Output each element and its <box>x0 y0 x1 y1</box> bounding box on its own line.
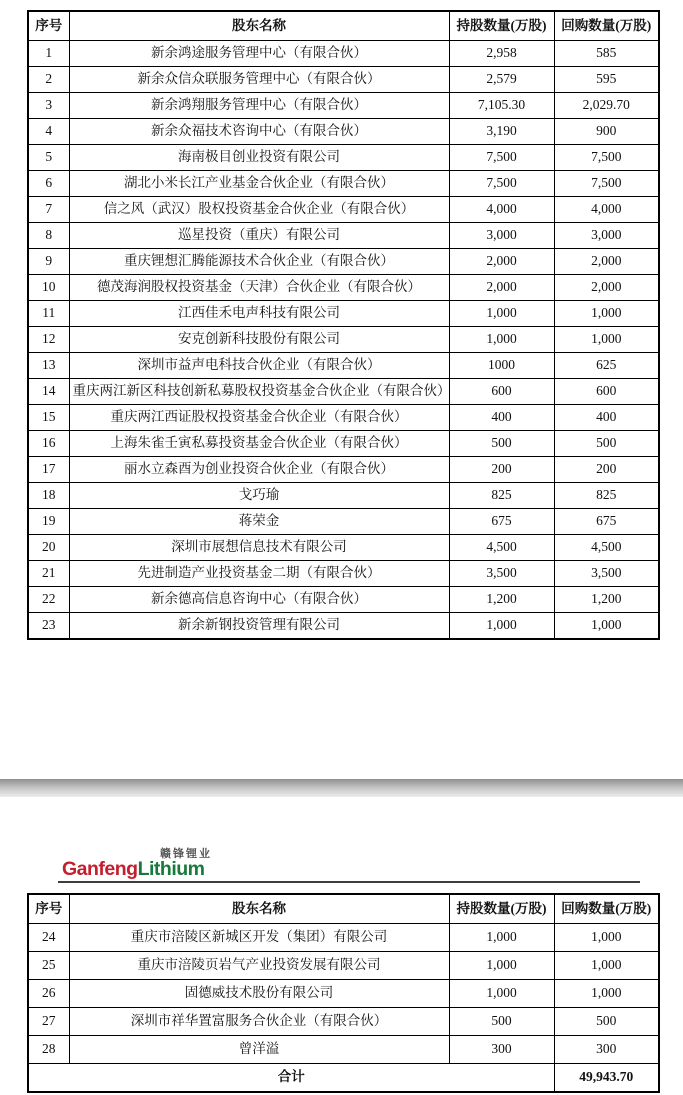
shareholder-name: 新余众信众联服务管理中心（有限合伙） <box>69 67 449 93</box>
shareholder-name: 江西佳禾电声科技有限公司 <box>69 301 449 327</box>
total-label: 合计 <box>28 1064 554 1093</box>
shareholder-name: 重庆锂想汇腾能源技术合伙企业（有限合伙） <box>69 249 449 275</box>
repurchase-shares: 900 <box>554 119 659 145</box>
logo-lithium-text: Lithium <box>137 858 205 881</box>
row-index: 8 <box>28 223 69 249</box>
table-row <box>28 405 659 431</box>
table-row <box>28 1036 659 1064</box>
row-index: 18 <box>28 483 69 509</box>
table-header-row <box>28 11 659 41</box>
held-shares: 600 <box>449 379 554 405</box>
held-shares: 3,000 <box>449 223 554 249</box>
held-shares: 1,000 <box>449 301 554 327</box>
shareholder-name: 蒋荣金 <box>69 509 449 535</box>
shareholder-name: 湖北小米长江产业基金合伙企业（有限合伙） <box>69 171 449 197</box>
total-value: 49,943.70 <box>554 1064 659 1093</box>
col-header-repurchase-shares: 回购数量(万股) <box>554 11 659 41</box>
repurchase-shares: 7,500 <box>554 171 659 197</box>
shareholder-name: 新余新钢投资管理有限公司 <box>69 613 449 640</box>
repurchase-shares: 585 <box>554 41 659 67</box>
table-row <box>28 379 659 405</box>
repurchase-shares: 1,000 <box>554 301 659 327</box>
held-shares: 3,500 <box>449 561 554 587</box>
held-shares: 500 <box>449 1008 554 1036</box>
held-shares: 400 <box>449 405 554 431</box>
col-header-shareholder-name: 股东名称 <box>69 894 449 924</box>
shareholder-name: 重庆两江新区科技创新私募股权投资基金合伙企业（有限合伙） <box>69 379 449 405</box>
table-row <box>28 197 659 223</box>
table-row <box>28 980 659 1008</box>
shareholder-name: 海南极目创业投资有限公司 <box>69 145 449 171</box>
shareholder-name: 曾洋溢 <box>69 1036 449 1064</box>
company-logo <box>62 848 214 880</box>
held-shares: 1,000 <box>449 613 554 640</box>
table-row <box>28 301 659 327</box>
held-shares: 1,000 <box>449 952 554 980</box>
row-index: 2 <box>28 67 69 93</box>
logo-chinese-text: 赣锋锂业 <box>160 848 212 860</box>
table-row <box>28 509 659 535</box>
table-row <box>28 171 659 197</box>
row-index: 7 <box>28 197 69 223</box>
held-shares: 500 <box>449 431 554 457</box>
col-header-index: 序号 <box>28 11 69 41</box>
repurchase-shares: 1,000 <box>554 613 659 640</box>
row-index: 21 <box>28 561 69 587</box>
shareholder-table-page2 <box>27 893 660 1093</box>
row-index: 13 <box>28 353 69 379</box>
table-row <box>28 483 659 509</box>
shareholder-name: 丽水立森酉为创业投资合伙企业（有限合伙） <box>69 457 449 483</box>
shareholder-name: 新余鸿翔服务管理中心（有限合伙） <box>69 93 449 119</box>
row-index: 10 <box>28 275 69 301</box>
shareholder-name: 上海朱雀壬寅私募投资基金合伙企业（有限合伙） <box>69 431 449 457</box>
table-row <box>28 223 659 249</box>
held-shares: 825 <box>449 483 554 509</box>
held-shares: 7,500 <box>449 171 554 197</box>
table-row <box>28 561 659 587</box>
repurchase-shares: 7,500 <box>554 145 659 171</box>
shareholder-name: 重庆两江西证股权投资基金合伙企业（有限合伙） <box>69 405 449 431</box>
shareholder-name: 戈巧瑜 <box>69 483 449 509</box>
row-index: 20 <box>28 535 69 561</box>
table-row <box>28 327 659 353</box>
table-row <box>28 93 659 119</box>
logo-ganfeng-text: Ganfeng <box>62 858 138 881</box>
repurchase-shares: 500 <box>554 431 659 457</box>
table-row <box>28 924 659 952</box>
repurchase-shares: 400 <box>554 405 659 431</box>
shareholder-name: 先进制造产业投资基金二期（有限合伙） <box>69 561 449 587</box>
held-shares: 1,000 <box>449 924 554 952</box>
table-row <box>28 145 659 171</box>
row-index: 27 <box>28 1008 69 1036</box>
held-shares: 2,000 <box>449 249 554 275</box>
repurchase-shares: 1,200 <box>554 587 659 613</box>
row-index: 6 <box>28 171 69 197</box>
shareholder-name: 深圳市祥华置富服务合伙企业（有限合伙） <box>69 1008 449 1036</box>
row-index: 11 <box>28 301 69 327</box>
held-shares: 1,200 <box>449 587 554 613</box>
shareholder-name: 固德威技术股份有限公司 <box>69 980 449 1008</box>
held-shares: 1000 <box>449 353 554 379</box>
held-shares: 7,105.30 <box>449 93 554 119</box>
shareholder-name: 深圳市展想信息技术有限公司 <box>69 535 449 561</box>
shareholder-name: 新余鸿途服务管理中心（有限合伙） <box>69 41 449 67</box>
row-index: 17 <box>28 457 69 483</box>
row-index: 23 <box>28 613 69 640</box>
repurchase-shares: 200 <box>554 457 659 483</box>
logo-english-text <box>62 860 214 880</box>
held-shares: 2,579 <box>449 67 554 93</box>
held-shares: 300 <box>449 1036 554 1064</box>
shareholder-name: 新余德高信息咨询中心（有限合伙） <box>69 587 449 613</box>
held-shares: 675 <box>449 509 554 535</box>
table-row <box>28 1008 659 1036</box>
repurchase-shares: 1,000 <box>554 327 659 353</box>
shareholder-table-page1 <box>27 10 660 640</box>
table-row <box>28 952 659 980</box>
table-row <box>28 535 659 561</box>
held-shares: 2,000 <box>449 275 554 301</box>
repurchase-shares: 4,000 <box>554 197 659 223</box>
row-index: 28 <box>28 1036 69 1064</box>
row-index: 14 <box>28 379 69 405</box>
repurchase-shares: 2,029.70 <box>554 93 659 119</box>
repurchase-shares: 2,000 <box>554 275 659 301</box>
col-header-held-shares: 持股数量(万股) <box>449 894 554 924</box>
table-row <box>28 119 659 145</box>
row-index: 5 <box>28 145 69 171</box>
row-index: 16 <box>28 431 69 457</box>
row-index: 15 <box>28 405 69 431</box>
row-index: 1 <box>28 41 69 67</box>
row-index: 22 <box>28 587 69 613</box>
repurchase-shares: 1,000 <box>554 980 659 1008</box>
row-index: 24 <box>28 924 69 952</box>
table-row <box>28 249 659 275</box>
row-index: 9 <box>28 249 69 275</box>
repurchase-shares: 600 <box>554 379 659 405</box>
row-index: 12 <box>28 327 69 353</box>
held-shares: 200 <box>449 457 554 483</box>
repurchase-shares: 3,000 <box>554 223 659 249</box>
table-row <box>28 457 659 483</box>
table-row <box>28 587 659 613</box>
total-row <box>28 1064 659 1093</box>
shareholder-name: 巡星投资（重庆）有限公司 <box>69 223 449 249</box>
repurchase-shares: 675 <box>554 509 659 535</box>
held-shares: 1,000 <box>449 980 554 1008</box>
table-row <box>28 275 659 301</box>
held-shares: 7,500 <box>449 145 554 171</box>
repurchase-shares: 2,000 <box>554 249 659 275</box>
repurchase-shares: 500 <box>554 1008 659 1036</box>
row-index: 4 <box>28 119 69 145</box>
shareholder-name: 信之风（武汉）股权投资基金合伙企业（有限合伙） <box>69 197 449 223</box>
row-index: 19 <box>28 509 69 535</box>
repurchase-shares: 300 <box>554 1036 659 1064</box>
table-header-row <box>28 894 659 924</box>
held-shares: 2,958 <box>449 41 554 67</box>
shareholder-name: 重庆市涪陵页岩气产业投资发展有限公司 <box>69 952 449 980</box>
repurchase-shares: 825 <box>554 483 659 509</box>
held-shares: 4,000 <box>449 197 554 223</box>
row-index: 26 <box>28 980 69 1008</box>
held-shares: 4,500 <box>449 535 554 561</box>
held-shares: 3,190 <box>449 119 554 145</box>
col-header-shareholder-name: 股东名称 <box>69 11 449 41</box>
repurchase-shares: 1,000 <box>554 952 659 980</box>
shareholder-name: 重庆市涪陵区新城区开发（集团）有限公司 <box>69 924 449 952</box>
held-shares: 1,000 <box>449 327 554 353</box>
col-header-index: 序号 <box>28 894 69 924</box>
shareholder-name: 深圳市益声电科技合伙企业（有限合伙） <box>69 353 449 379</box>
table-row <box>28 67 659 93</box>
page-break-divider <box>0 779 683 797</box>
repurchase-shares: 4,500 <box>554 535 659 561</box>
repurchase-shares: 625 <box>554 353 659 379</box>
row-index: 25 <box>28 952 69 980</box>
shareholder-name: 德茂海润股权投资基金（天津）合伙企业（有限合伙） <box>69 275 449 301</box>
repurchase-shares: 595 <box>554 67 659 93</box>
table-row <box>28 41 659 67</box>
col-header-repurchase-shares: 回购数量(万股) <box>554 894 659 924</box>
table-row <box>28 353 659 379</box>
repurchase-shares: 1,000 <box>554 924 659 952</box>
shareholder-name: 新余众福技术咨询中心（有限合伙） <box>69 119 449 145</box>
row-index: 3 <box>28 93 69 119</box>
repurchase-shares: 3,500 <box>554 561 659 587</box>
header-rule <box>58 881 640 883</box>
table-row <box>28 613 659 640</box>
table-row <box>28 431 659 457</box>
col-header-held-shares: 持股数量(万股) <box>449 11 554 41</box>
shareholder-name: 安克创新科技股份有限公司 <box>69 327 449 353</box>
